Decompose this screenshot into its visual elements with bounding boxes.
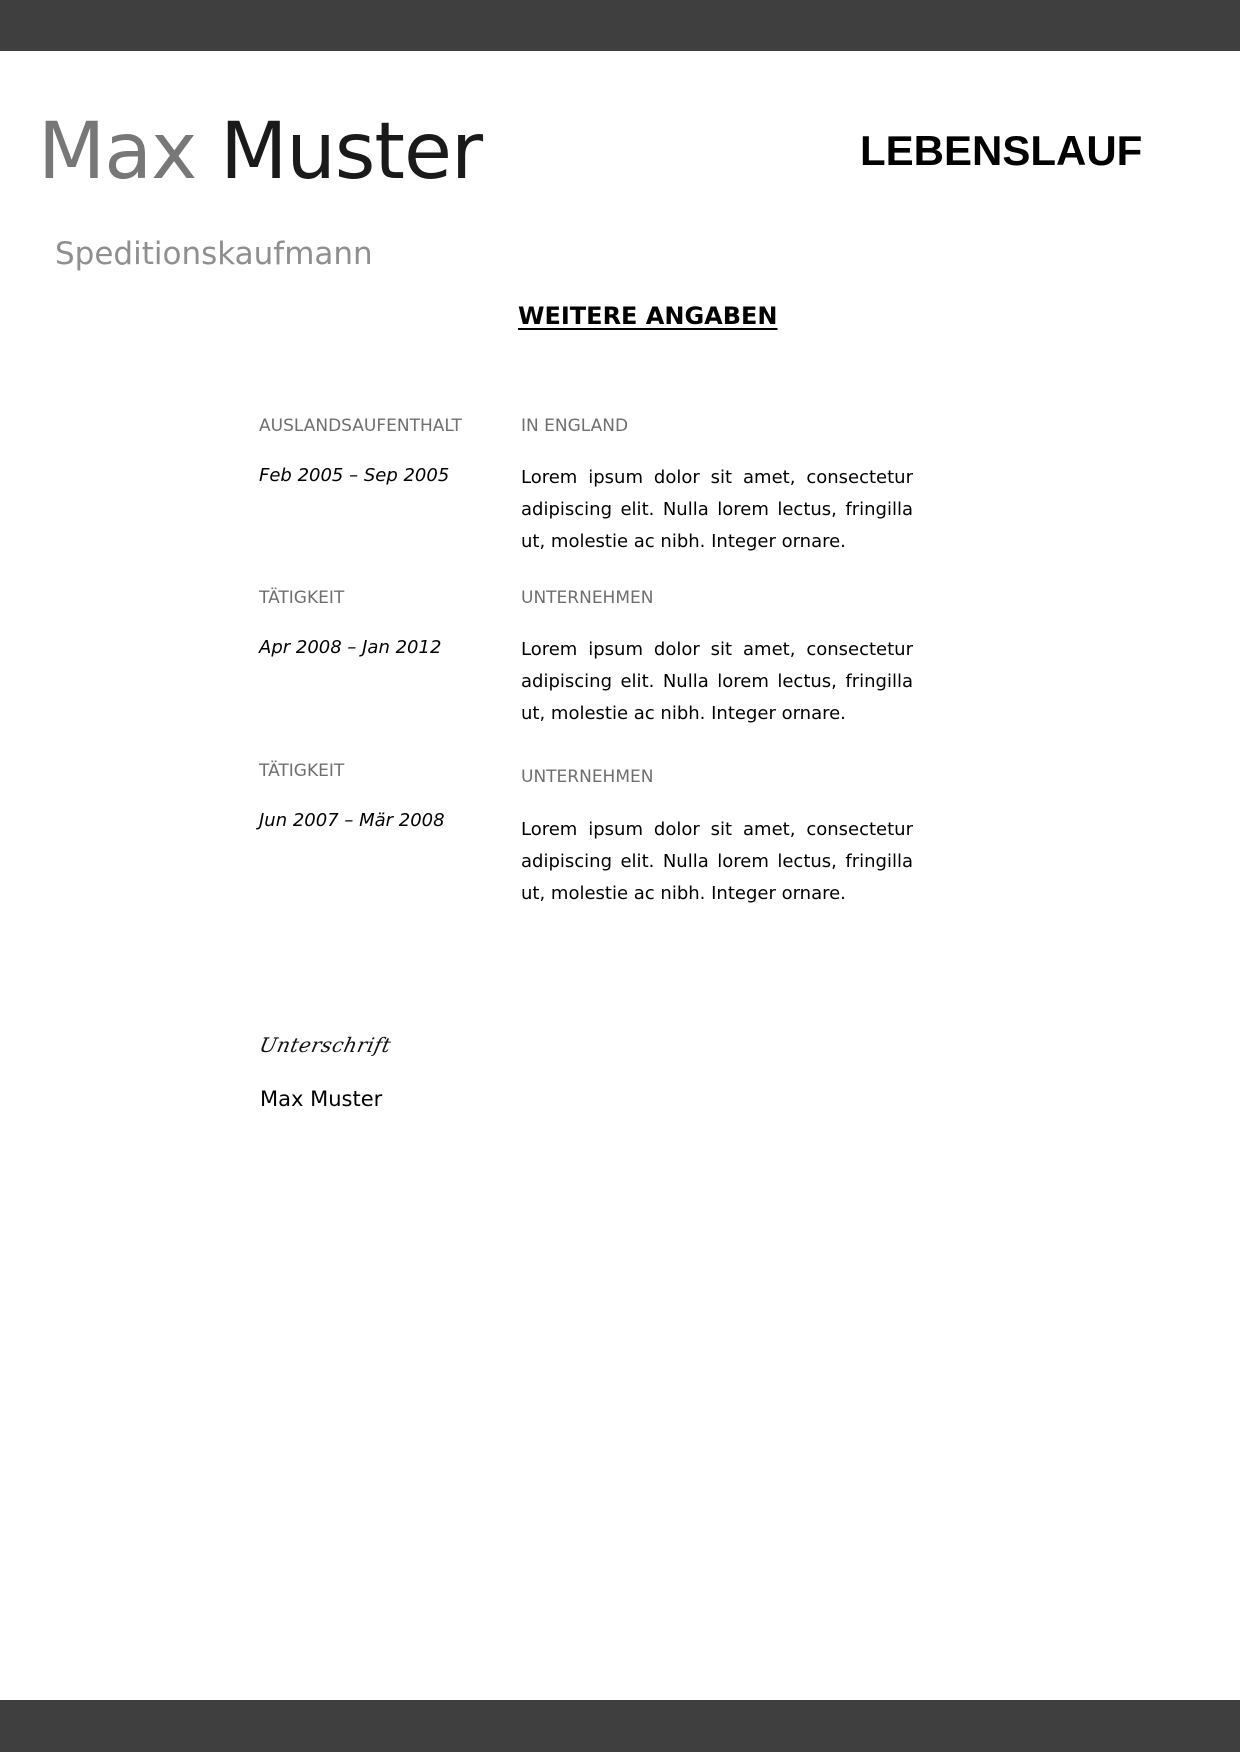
entry-label: TÄTIGKEIT [259,761,345,781]
bottom-bar [0,1700,1240,1752]
entry-heading: UNTERNEHMEN [521,767,654,787]
top-bar [0,0,1240,51]
signature-label: Unterschrift [257,1033,394,1057]
entry-label: AUSLANDSAUFENTHALT [259,416,462,436]
entry-heading: UNTERNEHMEN [521,588,654,608]
entry-date: Jun 2007 – Mär 2008 [259,810,445,831]
entry-description: Lorem ipsum dolor sit amet, consectetur adipiscing elit. Nulla lorem lectus, fringilla ut, molestie ac nibh. Integer ornare. [521,467,913,552]
entry-heading: IN ENGLAND [521,416,629,436]
last-name: Muster [220,107,483,197]
entry-date: Apr 2008 – Jan 2012 [259,637,442,658]
applicant-name [38,102,482,202]
entry-description: Lorem ipsum dolor sit amet, consectetur adipiscing elit. Nulla lorem lectus, fringilla ut, molestie ac nibh. Integer ornare. [521,819,913,904]
section-title: WEITERE ANGABEN [518,302,778,330]
profession-title: Speditionskaufmann [55,236,373,272]
signature-name: Max Muster [260,1087,383,1111]
entry-date: Feb 2005 – Sep 2005 [259,465,450,486]
first-name: Max [38,107,197,197]
entry-label: TÄTIGKEIT [259,588,345,608]
document-title: LEBENSLAUF [860,127,1143,174]
entry-description: Lorem ipsum dolor sit amet, consectetur adipiscing elit. Nulla lorem lectus, fringilla ut, molestie ac nibh. Integer ornare. [521,639,913,724]
